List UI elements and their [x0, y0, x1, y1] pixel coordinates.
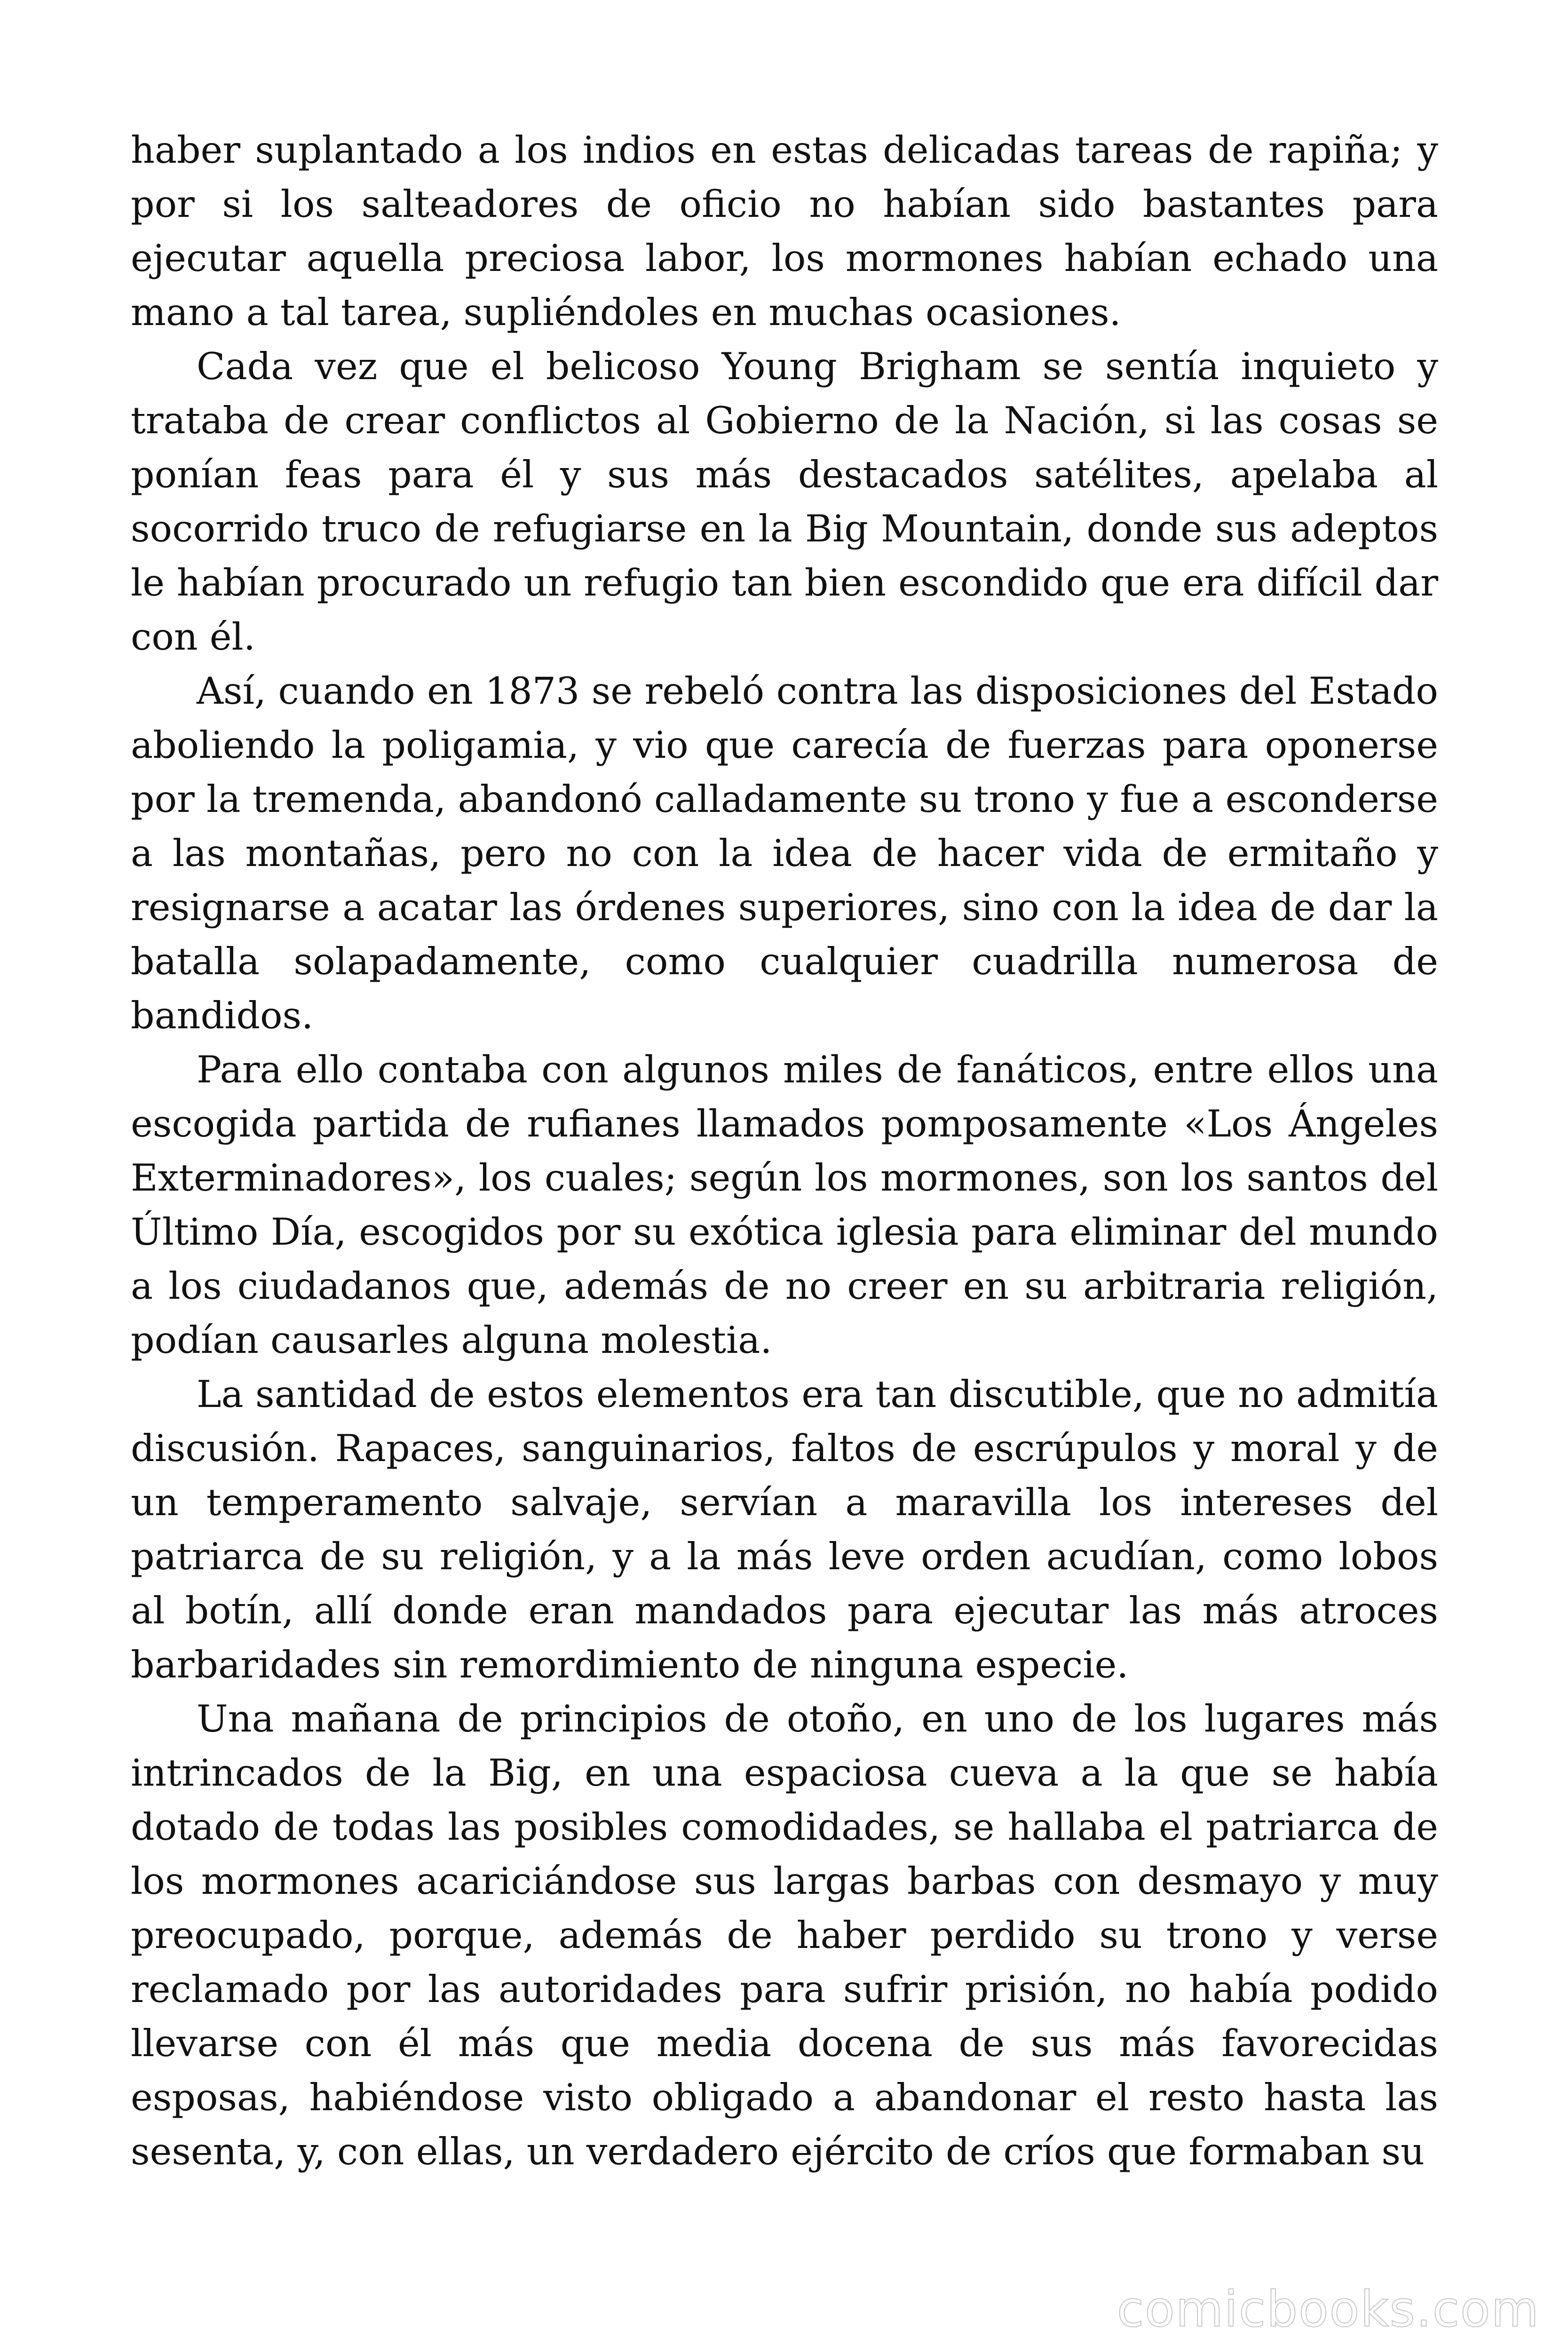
page-text: [131, 123, 1438, 2179]
watermark-logo: comicbooks.com: [1117, 2280, 1540, 2338]
paragraph-angeles-exterminadores: Para ello contaba con algunos miles de fanáticos, entre ellos una escogida partida de rufianes llamados pomposamente «Los Ángeles Exterminadores», los cuales; según los mormones, son los santos del Último Día, escogidos por su exótica iglesia para eliminar del mundo a los ciudadanos que, además de no creer en su arbitraria religión, podían causarles alguna molestia.: [131, 1048, 1438, 1362]
paragraph-continuation: haber suplantado a los indios en estas delicadas tareas de rapiña; y por si los salteadores de oficio no habían sido bastantes para ejecutar aquella preciosa labor, los mormones habían echado una mano a tal tarea, supliéndoles en muchas ocasiones.: [131, 128, 1438, 334]
paragraph-1873: Así, cuando en 1873 se rebeló contra las disposiciones del Estado aboliendo la poligamia, y vio que carecía de fuerzas para oponerse por la tremenda, abandonó calladamente su trono y fue a esconderse a las montañas, pero no con la idea de hacer vida de ermitaño y resignarse a acatar las órdenes superiores, sino con la idea de dar la batalla solapadamente, como cualquier cuadrilla numerosa de bandidos.: [131, 669, 1438, 1037]
paragraph-young-brigham: Cada vez que el belicoso Young Brigham se sentía inquieto y trataba de crear conflictos al Gobierno de la Nación, si las cosas se ponían feas para él y sus más destacados satélites, apelaba al socorrido truco de refugiarse en la Big Mountain, donde sus adeptos le habían procurado un refugio tan bien escondido que era difícil dar con él.: [131, 345, 1438, 659]
paragraph-una-manana: Una mañana de principios de otoño, en uno de los lugares más intrincados de la Big, en una espaciosa cueva a la que se había dotado de todas las posibles comodidades, se hallaba el patriarca de los mormones acariciándose sus largas barbas con desmayo y muy preocupado, porque, además de haber perdido su trono y verse reclamado por las autoridades para sufrir prisión, no había podido llevarse con él más que media docena de sus más favorecidas esposas, habiéndose visto obligado a abandonar el resto hasta las sesenta, y, con ellas, un verdadero ejército de críos que formaban su: [131, 1697, 1438, 2173]
paragraph-santidad: La santidad de estos elementos era tan discutible, que no admitía discusión. Rapaces, sanguinarios, faltos de escrúpulos y moral y de un temperamento salvaje, servían a maravilla los intereses del patriarca de su religión, y a la más leve orden acudían, como lobos al botín, allí donde eran mandados para ejecutar las más atroces barbaridades sin remordimiento de ninguna especie.: [131, 1373, 1438, 1686]
